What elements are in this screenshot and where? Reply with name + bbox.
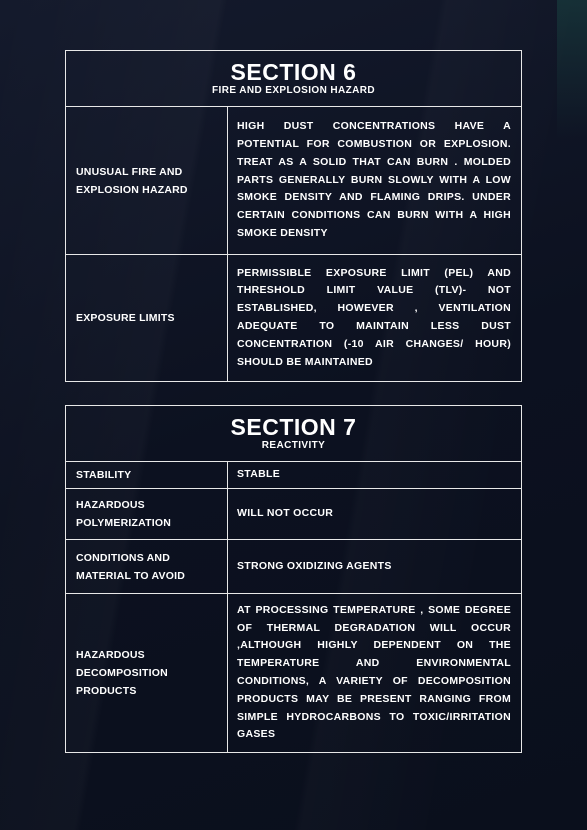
row-label: HAZARDOUS POLYMERIZATION bbox=[66, 489, 228, 539]
table-row-stability bbox=[66, 462, 521, 489]
row-value-text: PERMISSIBLE EXPOSURE LIMIT (PEL) AND THRESHOLD LIMIT VALUE (TLV)- NOT ESTABLISHED, HOWEVER , VENTILATION ADEQUATE TO MAINTAIN LESS DUST CONCENTRATION (-10 AIR CHANGES/ HOUR) SHOULD BE MAINTAINED bbox=[237, 266, 511, 368]
row-value bbox=[228, 107, 521, 254]
table-row-unusual-fire bbox=[66, 107, 521, 255]
row-value bbox=[228, 462, 521, 488]
section-7-title: SECTION 7 bbox=[230, 414, 357, 440]
section-6-header bbox=[66, 51, 521, 107]
row-label: UNUSUAL FIRE AND EXPLOSION HAZARD bbox=[66, 107, 228, 254]
row-value bbox=[228, 594, 521, 752]
row-value-text: STABLE bbox=[237, 468, 281, 481]
row-label: STABILITY bbox=[66, 462, 228, 488]
section-6-table bbox=[65, 50, 522, 382]
row-value bbox=[228, 255, 521, 381]
row-value bbox=[228, 489, 521, 539]
table-row-conditions-to-avoid bbox=[66, 540, 521, 594]
section-6-title: SECTION 6 bbox=[230, 59, 357, 85]
table-row-hazardous-polymerization bbox=[66, 489, 521, 540]
table-row-exposure-limits bbox=[66, 255, 521, 381]
row-label: CONDITIONS AND MATERIAL TO AVOID bbox=[66, 540, 228, 593]
row-value-text: AT PROCESSING TEMPERATURE , SOME DEGREE OF THERMAL DEGRADATION WILL OCCUR ,ALTHOUGH HIGHLY DEPENDENT ON THE TEMPERATURE AND ENVIRONMENTAL CONDITIONS, A VARIETY OF DECOMPOSITION PRODUCTS MAY BE PRESENT RANGING FROM SIMPLE HYDROCARBONS TO TOXIC/IRRITATION GASES bbox=[237, 603, 511, 741]
row-label: EXPOSURE LIMITS bbox=[66, 255, 228, 381]
row-value-text: WILL NOT OCCUR bbox=[237, 507, 334, 520]
background-accent bbox=[557, 0, 587, 140]
row-value-text: HIGH DUST CONCENTRATIONS HAVE A POTENTIAL FOR COMBUSTION OR EXPLOSION. TREAT AS A SOLID THAT CAN BURN . MOLDED PARTS GENERALLY BURN SLOWLY WITH A LOW SMOKE DENSITY AND FLAMING DRIPS. UNDER CERTAIN CONDITIONS CAN BURN WITH A HIGH SMOKE DENSITY bbox=[237, 120, 511, 239]
table-row-hazardous-decomposition bbox=[66, 594, 521, 752]
section-6-subtitle: FIRE AND EXPLOSION HAZARD bbox=[212, 85, 375, 96]
section-7-subtitle: REACTIVITY bbox=[261, 440, 326, 451]
row-value-text: STRONG OXIDIZING AGENTS bbox=[237, 559, 392, 572]
section-7-header bbox=[66, 406, 521, 462]
row-label: HAZARDOUS DECOMPOSITION PRODUCTS bbox=[66, 594, 228, 752]
row-value bbox=[228, 540, 521, 593]
section-7-table bbox=[65, 405, 522, 753]
